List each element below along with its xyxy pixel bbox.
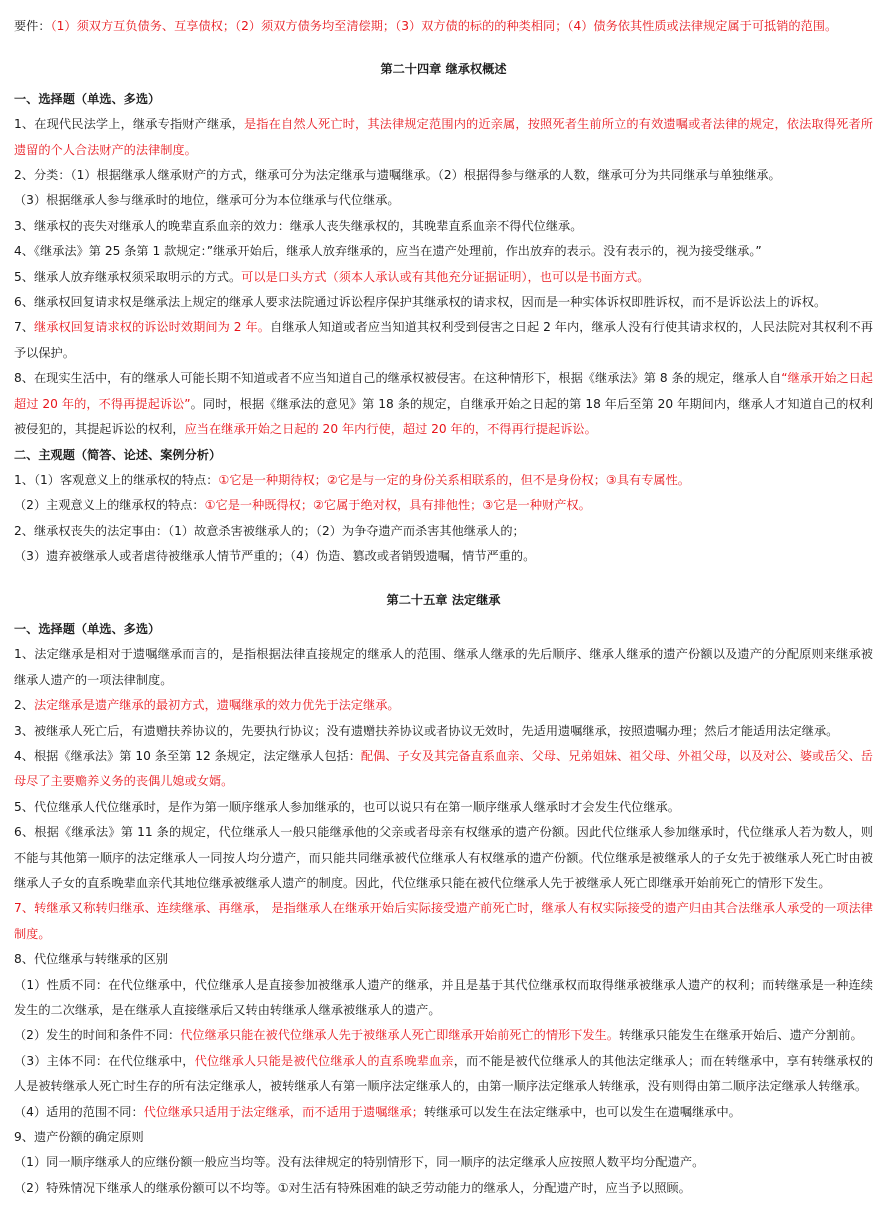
paragraph (14, 947, 873, 972)
text-run: （3）主体不同：在代位继承中， (14, 1053, 195, 1068)
paragraph (14, 290, 873, 315)
text-run: 3、继承权的丧失对继承人的晚辈直系血亲的效力：继承人丧失继承权的，其晚辈直系血亲不得代位继承。 (14, 218, 583, 233)
highlighted-text: ①它是一种期待权；②它是与一定的身份关系相联系的，但不是身份权；③具有专属性。 (218, 472, 690, 487)
text-run: 8、在现实生活中，有的继承人可能长期不知道或者不应当知道自己的继承权被侵害。在这种情形下，根据《继承法》第 8 条的规定，继承人自 (14, 371, 782, 386)
paragraph (14, 468, 873, 493)
paragraph (14, 112, 873, 163)
paragraph (14, 188, 873, 213)
text-run: 8、代位继承与转继承的区别 (14, 952, 169, 967)
highlighted-text: ①它是一种既得权；②它属于绝对权，具有排他性；③它是一种财产权。 (204, 498, 591, 513)
text-run: 一、选择题（单选、多选） (14, 91, 161, 106)
paragraph (14, 493, 873, 518)
text-run: 9、遗产份额的确定原则 (14, 1130, 144, 1145)
highlighted-text: 7、转继承又称转归继承、连续继承、再继承， 是指继承人在继承开始后实际接受遗产前死亡时，继承人有权实际接受的遗产归由其合法继承人承受的一项法律制度。 (14, 901, 873, 941)
section-heading (14, 617, 873, 642)
highlighted-text: 可以是口头方式（须本人承认或有其他充分证据证明），也可以是书面方式。 (241, 269, 650, 284)
text-run: 6、根据《继承法》第 11 条的规定，代位继承人一般只能继承他的父亲或者母亲有权继承的遗产份额。因此代位继承人参加继承时，代位继承人若为数人，则不能与其他第一顺序的法定继承人一同按人均分遗产，而只能共同继承被代位继承人有权继承的遗产份额。代位继承是被继承人的子女先于被继承人死亡时由被继承人子女的直系晚辈血亲代其地位继承被继承人遗产的制度。因此，代位继承只能在被代位继承人先于被继承人死亡即继承开始前死亡的情形下发生。 (14, 825, 873, 890)
text-run: 1、在现代民法学上，继承专指财产继承， (14, 117, 244, 132)
text-run: 1、法定继承是相对于遗嘱继承而言的，是指根据法律直接规定的继承人的范围、继承人继承的先后顺序、继承人继承的遗产份额以及遗产的分配原则来继承被继承人遗产的一项法律制度。 (14, 647, 873, 687)
highlighted-text: 是指在自然人死亡时，其法律规定范围内的近亲属，按照死者生前所立的有效遗嘱或者法律的规定，依法取得死者所遗留的个人合法财产的法律制度。 (14, 117, 873, 157)
text-run: 一、选择题（单选、多选） (14, 621, 161, 636)
text-run: （2）特殊情况下继承人的继承份额可以不均等。①对生活有特殊困难的缺乏劳动能力的继承人，分配遗产时，应当予以照顾。 (14, 1180, 691, 1195)
section-heading (14, 443, 873, 468)
highlighted-text: 代位继承只能在被代位继承人先于被继承人死亡即继承开始前死亡的情形下发生。 (180, 1028, 619, 1043)
text-run: 5、代位继承人代位继承时，是作为第一顺序继承人参加继承的，也可以说只有在第一顺序继承人继承时才会发生代位继承。 (14, 799, 680, 814)
text-run: 第二十五章 法定继承 (386, 592, 501, 607)
text-run: 转继承只能发生在继承开始后、遗产分割前。 (618, 1028, 863, 1043)
text-run: （3）根据继承人参与继承时的地位，继承可分为本位继承与代位继承。 (14, 193, 400, 208)
paragraph (14, 820, 873, 896)
text-run: （1）性质不同：在代位继承中，代位继承人是直接参加被继承人遗产的继承，并且是基于其代位继承权而取得继承被继承人遗产的权利；而转继承是一种连续发生的二次继承，是在继承人直接继承后又转由转继承人继承被继承人的遗产。 (14, 977, 873, 1018)
paragraph (14, 642, 873, 693)
text-run: （2）主观意义上的继承权的特点： (14, 498, 205, 513)
text-run: （2）发生的时间和条件不同： (14, 1028, 181, 1043)
text-run: 转继承可以发生在法定继承中，也可以发生在遗嘱继承中。 (423, 1104, 741, 1119)
paragraph (14, 239, 873, 264)
paragraph (14, 1100, 873, 1125)
paragraph (14, 315, 873, 366)
paragraph (14, 1176, 873, 1201)
text-run: 2、分类：（1）根据继承人继承财产的方式，继承可分为法定继承与遗嘱继承。（2）根据得参与继承的人数，继承可分为共同继承与单独继承。 (14, 168, 781, 183)
paragraph (14, 693, 873, 718)
text-run: （4）适用的范围不同： (14, 1104, 144, 1119)
paragraph (14, 366, 873, 442)
paragraph (14, 1023, 873, 1048)
text-run: 二、主观题（简答、论述、案例分析） (14, 447, 222, 462)
highlighted-text: 应当在继承开始之日起的 20 年内行使，超过 20 年的，不得再行提起诉讼。 (184, 422, 597, 437)
document-body (14, 14, 873, 1201)
paragraph (14, 896, 873, 947)
text-run: 7、 (14, 320, 35, 335)
text-run: 6、继承权回复请求权是继承法上规定的继承人要求法院通过诉讼程序保护其继承权的请求权，因而是一种实体诉权即胜诉权，而不是诉讼法上的诉权。 (14, 295, 827, 310)
text-run: 5、继承人放弃继承权须采取明示的方式。 (14, 269, 242, 284)
text-run: 2、 (14, 698, 34, 713)
text-run: （3）遗弃被继承人或者虐待被继承人情节严重的；（4）伪造、篡改或者销毁遗嘱，情节严重的。 (14, 549, 536, 564)
text-run: 。同时，根据《继承法的意见》第 18 条的规定，自继承开始之日起的第 18 年后至第 20 年期间内，继承人才知道自己的权利被侵犯的，其提起诉讼的权利， (14, 396, 873, 437)
paragraph (14, 544, 873, 569)
text-run: 第二十四章 继承权概述 (380, 62, 507, 77)
text-run: （1）同一顺序继承人的应继份额一般应当均等。没有法律规定的特别情形下，同一顺序的法定继承人应按照人数平均分配遗产。 (14, 1155, 705, 1170)
paragraph (14, 14, 873, 39)
text-run: ，而不能是被代位继承人的其他法定继承人；而在转继承中，享有转继承权的人是被转继承人死亡时生存的所有法定继承人，被转继承人有第一顺序法定继承人的，由第一顺序法定继承人转继承，没有则得由第二顺序法定继承人转继承。 (14, 1053, 874, 1094)
paragraph (14, 519, 873, 544)
highlighted-text: “继承开始之日起超过 20 年的，不得再提起诉讼” (14, 371, 873, 411)
paragraph (14, 1150, 873, 1175)
chapter-title (14, 57, 873, 82)
text-run: 要件： (14, 19, 51, 33)
paragraph (14, 265, 873, 290)
text-run: 4、《继承法》第 25 条第 1 款规定：”继承开始后，继承人放弃继承的，应当在遗产处理前，作出放弃的表示。没有表示的，视为接受继承。” (14, 244, 762, 259)
highlighted-text: 法定继承是遗产继承的最初方式，遗嘱继承的效力优先于法定继承。 (33, 698, 400, 713)
text-run: 3、被继承人死亡后，有遗赠扶养协议的，先要执行协议；没有遗赠扶养协议或者协议无效时，先适用遗嘱继承，按照遗嘱办理；然后才能适用法定继承。 (14, 723, 839, 738)
paragraph (14, 163, 873, 188)
paragraph (14, 795, 873, 820)
text-run: 1、（1）客观意义上的继承权的特点： (14, 472, 219, 487)
paragraph (14, 214, 873, 239)
highlighted-text: 代位继承只适用于法定继承，而不适用于遗嘱继承； (143, 1104, 424, 1119)
section-heading (14, 87, 873, 112)
paragraph (14, 744, 873, 795)
chapter-title (14, 588, 873, 613)
text-run: 自继承人知道或者应当知道其权利受到侵害之日起 2 年内，继承人没有行使其请求权的，人民法院对其权利不再予以保护。 (14, 320, 873, 360)
paragraph (14, 973, 873, 1024)
highlighted-text: 代位继承人只能是被代位继承人的直系晚辈血亲 (194, 1053, 454, 1068)
text-run: 4、根据《继承法》第 10 条至第 12 条规定，法定继承人包括： (14, 748, 361, 763)
text-run: 2、继承权丧失的法定事由：（1）故意杀害被继承人的；（2）为争夺遗产而杀害其他继承人的； (14, 523, 525, 538)
highlighted-text: （1）须双方互负债务、互享债权；（2）须双方债务均至清偿期；（3）双方债的标的的种类相同；（4）债务依其性质或法律规定属于可抵销的范围。 (50, 19, 838, 33)
paragraph (14, 1049, 873, 1100)
highlighted-text: 配偶、子女及其完备直系血亲、父母、兄弟姐妹、祖父母、外祖父母，以及对公、婆或岳父、岳母尽了主要赡养义务的丧偶儿媳或女婿。 (14, 748, 873, 789)
paragraph (14, 719, 873, 744)
paragraph (14, 1125, 873, 1150)
highlighted-text: 继承权回复请求权的诉讼时效期间为 2 年。 (34, 320, 270, 335)
